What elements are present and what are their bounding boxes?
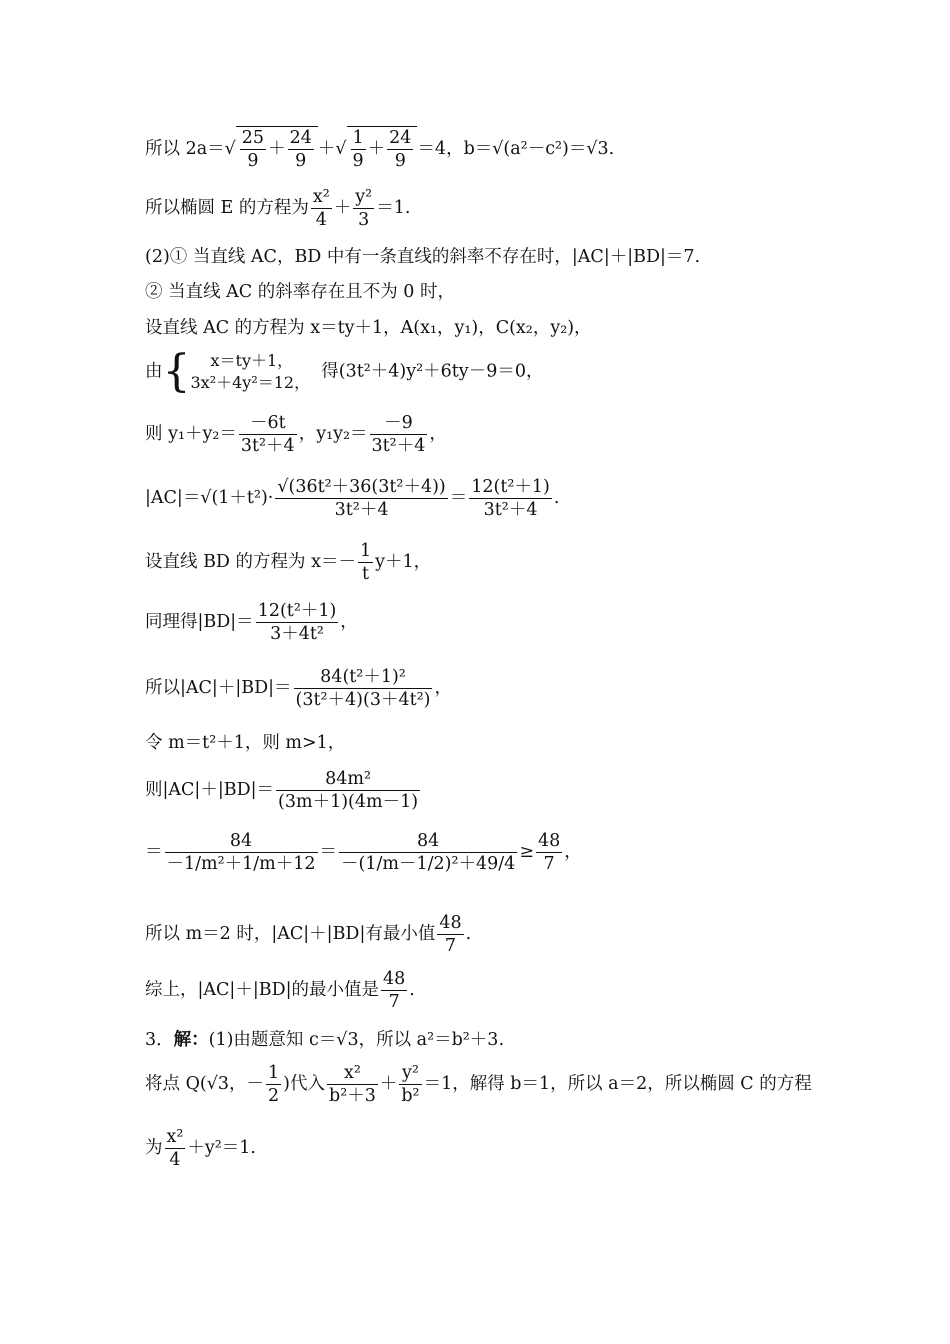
text: ， [434, 678, 452, 698]
line-16 [145, 968, 415, 1013]
text: 所以|AC|＋|BD|＝ [145, 678, 292, 698]
frac-num: 48 [383, 969, 406, 989]
text: 所以 2a＝ [145, 139, 225, 159]
frac-den: 9 [295, 151, 307, 171]
frac-num: 48 [537, 831, 561, 851]
line-2: 所以椭圆 E 的方程为 $\frac{\text{x²}}{4}$ ＋ $\frac{\text{y²}}{3}$ ＝1. [145, 187, 411, 230]
frac-den: 3t²＋4 [483, 500, 538, 520]
line-5: 设直线 AC 的方程为 x＝ty＋1，A(x₁，y₁)，C(x₂，y₂)， [145, 318, 592, 338]
text: ＝1. [376, 198, 411, 218]
frac-den: －(1/m－1/2)²＋49/4 [341, 854, 516, 874]
frac-den: 3＋4t² [270, 624, 324, 644]
frac-num: 1 [268, 1063, 280, 1083]
text: 设直线 BD 的方程为 x＝－ [145, 552, 356, 572]
text: (1)由题意知 c＝√3，所以 a²＝b²＋3. [208, 1030, 505, 1050]
line-9 [145, 540, 431, 585]
frac-num: 84(t²＋1)² [294, 666, 433, 689]
text: ＝ [449, 488, 468, 508]
frac-num: 84 [165, 830, 318, 853]
line-3: (2)① 当直线 AC，BD 中有一条直线的斜率不存在时，|AC|＋|BD|＝7. [145, 247, 701, 267]
text: ， [564, 842, 582, 862]
line-13 [145, 768, 422, 813]
frac-den: 7 [543, 854, 555, 874]
frac-den: －1/m²＋1/m＋12 [166, 854, 316, 874]
equation-system [191, 350, 311, 394]
frac-num: y² [355, 187, 373, 207]
text: 所以椭圆 E 的方程为 [145, 198, 309, 218]
text: ＝ [145, 842, 163, 862]
frac-den: 7 [444, 936, 457, 956]
equation-1: x＝ty＋1， [210, 351, 294, 370]
solution-label: 解： [173, 1030, 209, 1050]
line-7 [145, 412, 447, 457]
text: 所以 m＝2 时，|AC|＋|BD|有最小值 [145, 924, 436, 944]
frac-den: t [362, 564, 370, 584]
frac-num: x² [327, 1062, 378, 1085]
frac-num: y² [399, 1062, 421, 1085]
frac-num: √(36t²＋36(3t²＋4)) [277, 477, 446, 497]
frac-den: 3t²＋4 [334, 500, 389, 520]
line-6 [145, 346, 544, 397]
frac-den: (3t²＋4)(3＋4t²) [295, 690, 431, 710]
frac-den: 4 [169, 1150, 181, 1170]
frac-num: 1 [352, 128, 364, 148]
left-brace: { [162, 346, 191, 397]
frac-den: 3t²＋4 [240, 436, 295, 456]
text: ＋y²＝1. [187, 1138, 256, 1158]
text: )代入 [283, 1074, 325, 1094]
frac-num: 84 [339, 830, 517, 853]
text: ， [429, 424, 447, 444]
frac-den: b² [401, 1086, 420, 1106]
text: 为 [145, 1138, 163, 1158]
text: 则|AC|＋|BD|＝ [145, 780, 275, 800]
frac-den: 9 [247, 151, 259, 171]
frac-den: 7 [388, 992, 400, 1012]
line-17 [145, 1028, 504, 1052]
frac-num: 1 [359, 541, 372, 561]
text: ≥ [519, 842, 534, 862]
frac-num: 12(t²＋1) [257, 601, 337, 621]
line-18 [145, 1062, 812, 1107]
text: 则 y₁＋y₂＝ [145, 424, 237, 444]
line-1: 所以 2a＝√ $\frac{25}{9}$ ＋ $\frac{24}{9}$ ＋√ $\frac{1}{9}$ ＋ $\frac{24}{9}$ ＝4，b＝√(a²－c²)＝√3. [145, 128, 615, 171]
text: ＝1，解得 b＝1，所以 a＝2，所以椭圆 C 的方程 [423, 1074, 812, 1094]
frac-den: b²＋3 [329, 1086, 376, 1106]
frac-den: 4 [315, 210, 327, 230]
text: . [465, 924, 472, 944]
equation-2: 3x²＋4y²＝12， [190, 373, 311, 392]
text: 将点 Q(√3，－ [145, 1074, 265, 1094]
problem-number: 3． [145, 1030, 174, 1050]
text: ＝4，b＝√(a²－c²)＝√3. [417, 139, 615, 159]
line-14 [145, 830, 582, 875]
frac-den: 2 [268, 1086, 280, 1106]
frac-den: 3 [358, 210, 370, 230]
frac-num: 12(t²＋1) [471, 477, 550, 497]
line-10 [145, 600, 358, 645]
text: 综上，|AC|＋|BD|的最小值是 [145, 980, 380, 1000]
text: . [409, 980, 415, 1000]
frac-num: 84m² [276, 768, 420, 791]
frac-num: x² [312, 187, 330, 207]
text: 由 [145, 361, 163, 382]
frac-num: 24 [389, 128, 412, 148]
text: 得(3t²＋4)y²＋6ty－9＝0， [321, 361, 544, 382]
text: y＋1， [375, 552, 432, 572]
text: ＋ [379, 1074, 398, 1094]
text: 同理得|BD|＝ [145, 612, 254, 632]
frac-num: x² [166, 1127, 184, 1147]
text: ＝ [319, 842, 338, 862]
text: |AC|＝√(1＋t²)· [145, 488, 274, 508]
text: ， [340, 612, 358, 632]
line-12: 令 m＝t²＋1，则 m>1， [145, 733, 346, 753]
frac-den: 3t²＋4 [371, 436, 426, 456]
frac-num: －6t [239, 412, 297, 435]
frac-den: (3m＋1)(4m－1) [278, 792, 419, 812]
line-15 [145, 912, 471, 957]
frac-den: 9 [352, 151, 364, 171]
line-4: ② 当直线 AC 的斜率存在且不为 0 时， [145, 282, 455, 302]
frac-num: 48 [439, 913, 462, 933]
frac-num: －9 [370, 412, 428, 435]
text: ，y₁y₂＝ [298, 424, 368, 444]
frac-num: 24 [289, 128, 312, 148]
frac-den: 9 [394, 151, 406, 171]
frac-num: 25 [241, 128, 265, 148]
line-19 [145, 1126, 256, 1171]
line-11 [145, 666, 452, 711]
line-8 [145, 476, 559, 521]
text: . [553, 488, 560, 508]
